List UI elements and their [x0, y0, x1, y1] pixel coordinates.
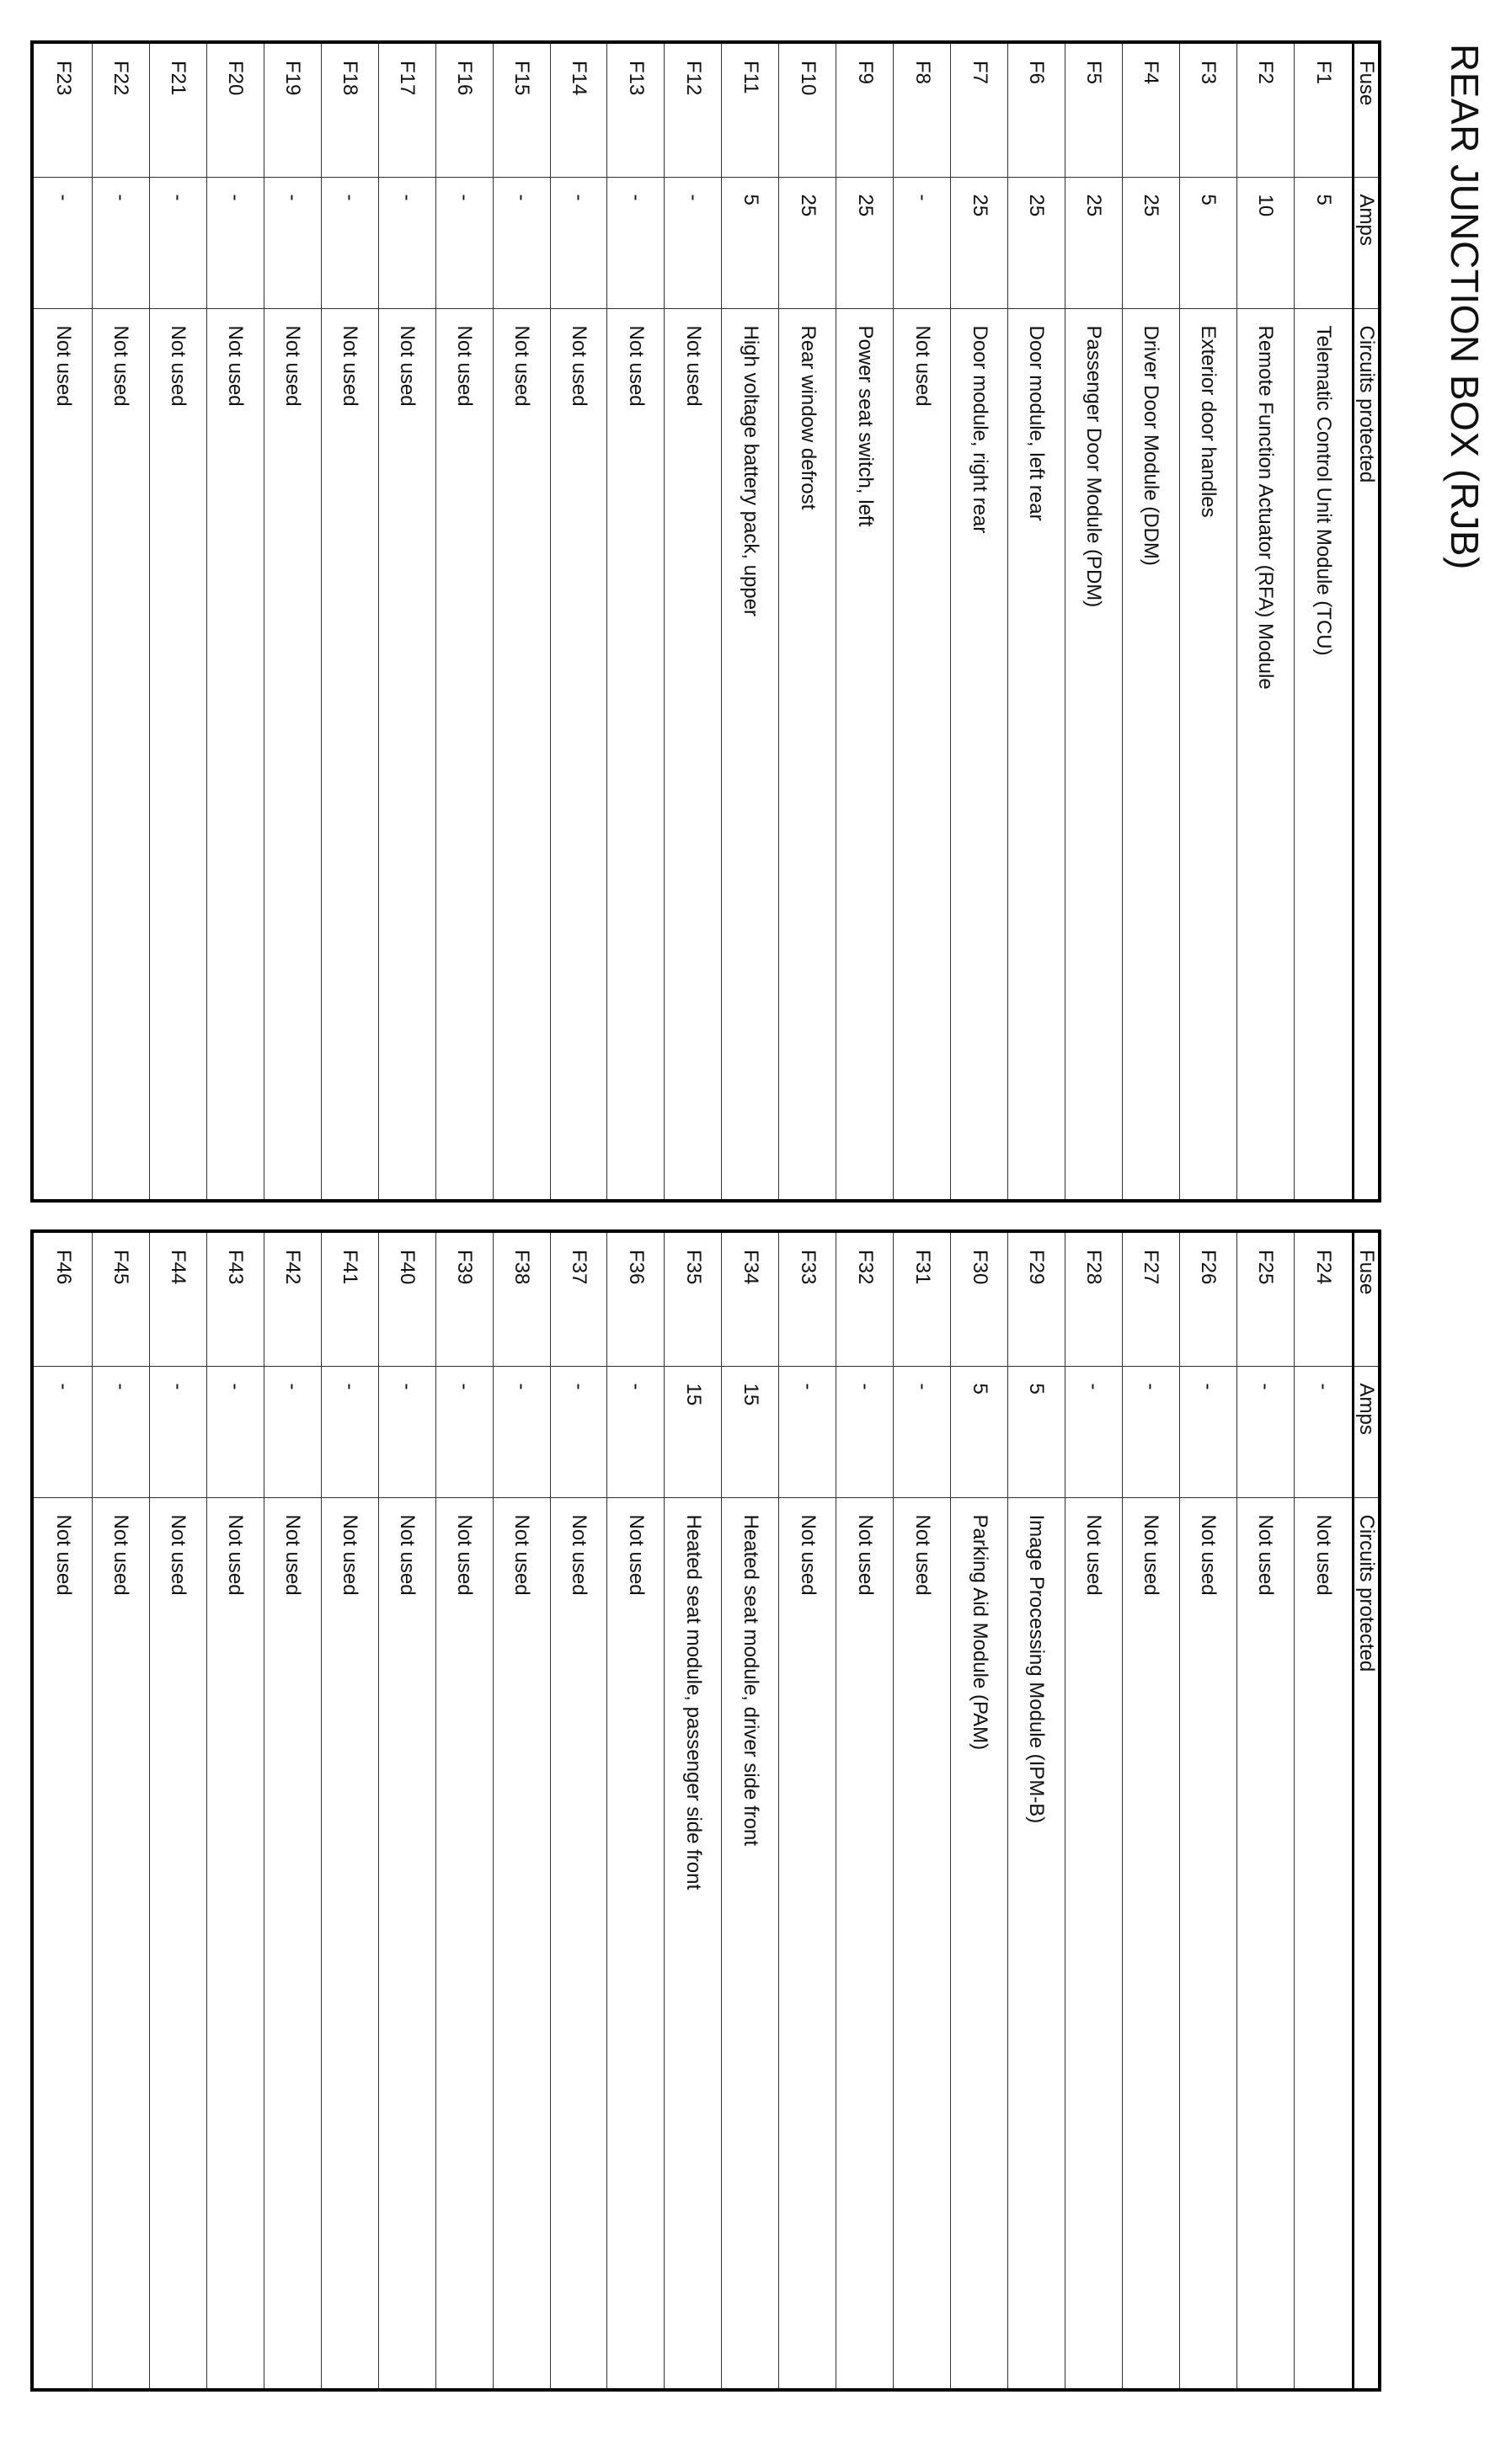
- header-fuse: Fuse: [1354, 1231, 1380, 1366]
- table-row: [779, 1231, 836, 2390]
- table-row: [264, 42, 321, 1201]
- circuit-cell: Not used: [32, 308, 93, 1201]
- amps-cell: -: [493, 177, 550, 308]
- fuse-cell: F14: [550, 42, 607, 177]
- circuit-cell: Not used: [493, 308, 550, 1201]
- circuit-cell: Parking Aid Module (PAM): [951, 1497, 1008, 2390]
- amps-cell: -: [149, 1366, 206, 1497]
- header-circuits: Circuits protected: [1354, 1497, 1380, 2390]
- amps-cell: -: [264, 177, 321, 308]
- table-row: [1122, 42, 1179, 1201]
- circuit-cell: Not used: [93, 1497, 150, 2390]
- circuit-cell: Rear window defrost: [779, 308, 836, 1201]
- amps-cell: -: [550, 177, 607, 308]
- circuit-cell: Exterior door handles: [1179, 308, 1236, 1201]
- circuit-cell: Not used: [321, 1497, 378, 2390]
- amps-cell: 25: [779, 177, 836, 308]
- table-row: [32, 1231, 93, 2390]
- table-row: [836, 42, 894, 1201]
- circuit-cell: Heated seat module, passenger side front: [665, 1497, 722, 2390]
- amps-cell: -: [378, 177, 435, 308]
- circuit-cell: Not used: [550, 308, 607, 1201]
- table-row: [1008, 42, 1065, 1201]
- header-amps: Amps: [1354, 1366, 1380, 1497]
- amps-cell: -: [894, 177, 951, 308]
- fuse-table-right: [30, 1229, 1381, 2392]
- table-row: [1122, 1231, 1179, 2390]
- fuse-cell: F17: [378, 42, 435, 177]
- table-row: [93, 42, 150, 1201]
- table-header-row: [1354, 1231, 1380, 2390]
- fuse-cell: F26: [1179, 1231, 1236, 1366]
- circuit-cell: Image Processing Module (IPM-B): [1008, 1497, 1065, 2390]
- table-row: [206, 42, 264, 1201]
- fuse-cell: F42: [264, 1231, 321, 1366]
- header-circuits: Circuits protected: [1354, 308, 1380, 1201]
- circuit-cell: Not used: [1294, 1497, 1353, 2390]
- amps-cell: -: [1236, 1366, 1294, 1497]
- fuse-cell: F1: [1294, 42, 1353, 177]
- circuit-cell: Door module, right rear: [951, 308, 1008, 1201]
- circuit-cell: Not used: [206, 308, 264, 1201]
- fuse-cell: F27: [1122, 1231, 1179, 1366]
- table-row: [264, 1231, 321, 2390]
- amps-cell: -: [607, 1366, 665, 1497]
- amps-cell: 10: [1236, 177, 1294, 308]
- table-row: [435, 42, 493, 1201]
- circuit-cell: Not used: [206, 1497, 264, 2390]
- fuse-cell: F6: [1008, 42, 1065, 177]
- circuit-cell: Driver Door Module (DDM): [1122, 308, 1179, 1201]
- amps-cell: -: [378, 1366, 435, 1497]
- table-row: [665, 1231, 722, 2390]
- circuit-cell: Passenger Door Module (PDM): [1065, 308, 1122, 1201]
- circuit-cell: Not used: [550, 1497, 607, 2390]
- fuse-cell: F19: [264, 42, 321, 177]
- table-row: [321, 1231, 378, 2390]
- fuse-cell: F9: [836, 42, 894, 177]
- circuit-cell: Not used: [607, 308, 665, 1201]
- table-row: [550, 42, 607, 1201]
- amps-cell: -: [836, 1366, 894, 1497]
- header-amps: Amps: [1354, 177, 1380, 308]
- page-title: REAR JUNCTION BOX (RJB): [1443, 44, 1487, 570]
- circuit-cell: Not used: [149, 1497, 206, 2390]
- table-row: [1236, 1231, 1294, 2390]
- amps-cell: -: [435, 1366, 493, 1497]
- amps-cell: -: [321, 177, 378, 308]
- fuse-cell: F39: [435, 1231, 493, 1366]
- amps-cell: -: [1065, 1366, 1122, 1497]
- fuse-cell: F32: [836, 1231, 894, 1366]
- table-row: [951, 1231, 1008, 2390]
- fuse-cell: F13: [607, 42, 665, 177]
- amps-cell: 15: [665, 1366, 722, 1497]
- circuit-cell: Remote Function Actuator (RFA) Module: [1236, 308, 1294, 1201]
- circuit-cell: Not used: [1236, 1497, 1294, 2390]
- amps-cell: -: [665, 177, 722, 308]
- fuse-cell: F36: [607, 1231, 665, 1366]
- amps-cell: 15: [722, 1366, 779, 1497]
- fuse-cell: F41: [321, 1231, 378, 1366]
- fuse-cell: F11: [722, 42, 779, 177]
- circuit-cell: Not used: [493, 1497, 550, 2390]
- circuit-cell: Not used: [894, 1497, 951, 2390]
- amps-cell: -: [264, 1366, 321, 1497]
- circuit-cell: Not used: [378, 308, 435, 1201]
- table-row: [1065, 42, 1122, 1201]
- table-row: [550, 1231, 607, 2390]
- amps-cell: -: [32, 1366, 93, 1497]
- fuse-cell: F37: [550, 1231, 607, 1366]
- circuit-cell: Not used: [435, 308, 493, 1201]
- circuit-cell: Not used: [1179, 1497, 1236, 2390]
- circuit-cell: Not used: [1122, 1497, 1179, 2390]
- fuse-cell: F40: [378, 1231, 435, 1366]
- table-row: [1294, 1231, 1353, 2390]
- amps-cell: 5: [722, 177, 779, 308]
- fuse-cell: F44: [149, 1231, 206, 1366]
- amps-cell: -: [1294, 1366, 1353, 1497]
- fuse-cell: F4: [1122, 42, 1179, 177]
- circuit-cell: Not used: [32, 1497, 93, 2390]
- amps-cell: 5: [1179, 177, 1236, 308]
- table-row: [378, 42, 435, 1201]
- fuse-cell: F46: [32, 1231, 93, 1366]
- circuit-cell: Not used: [1065, 1497, 1122, 2390]
- fuse-cell: F2: [1236, 42, 1294, 177]
- amps-cell: -: [321, 1366, 378, 1497]
- table-row: [493, 1231, 550, 2390]
- fuse-table-left: [30, 40, 1381, 1203]
- amps-cell: -: [32, 177, 93, 308]
- circuit-cell: Not used: [264, 1497, 321, 2390]
- circuit-cell: High voltage battery pack, upper: [722, 308, 779, 1201]
- amps-cell: 25: [1065, 177, 1122, 308]
- amps-cell: -: [607, 177, 665, 308]
- circuit-cell: Not used: [149, 308, 206, 1201]
- amps-cell: -: [493, 1366, 550, 1497]
- amps-cell: -: [894, 1366, 951, 1497]
- circuit-cell: Heated seat module, driver side front: [722, 1497, 779, 2390]
- amps-cell: -: [1122, 1366, 1179, 1497]
- amps-cell: 25: [951, 177, 1008, 308]
- fuse-cell: F28: [1065, 1231, 1122, 1366]
- fuse-cell: F5: [1065, 42, 1122, 177]
- circuit-cell: Not used: [836, 1497, 894, 2390]
- circuit-cell: Not used: [435, 1497, 493, 2390]
- circuit-cell: Not used: [378, 1497, 435, 2390]
- amps-cell: 5: [1008, 1366, 1065, 1497]
- circuit-cell: Not used: [894, 308, 951, 1201]
- amps-cell: -: [206, 177, 264, 308]
- table-row: [722, 1231, 779, 2390]
- fuse-cell: F33: [779, 1231, 836, 1366]
- table-row: [93, 1231, 150, 2390]
- table-row: [894, 1231, 951, 2390]
- fuse-cell: F43: [206, 1231, 264, 1366]
- table-row: [779, 42, 836, 1201]
- table-row: [607, 1231, 665, 2390]
- fuse-cell: F34: [722, 1231, 779, 1366]
- table-row: [836, 1231, 894, 2390]
- circuit-cell: Not used: [779, 1497, 836, 2390]
- circuit-cell: Not used: [264, 308, 321, 1201]
- fuse-cell: F29: [1008, 1231, 1065, 1366]
- fuse-cell: F16: [435, 42, 493, 177]
- fuse-cell: F7: [951, 42, 1008, 177]
- amps-cell: 5: [951, 1366, 1008, 1497]
- table-row: [1179, 42, 1236, 1201]
- fuse-cell: F12: [665, 42, 722, 177]
- table-row: [1236, 42, 1294, 1201]
- amps-cell: -: [93, 177, 150, 308]
- circuit-cell: Not used: [665, 308, 722, 1201]
- table-row: [206, 1231, 264, 2390]
- amps-cell: 5: [1294, 177, 1353, 308]
- fuse-cell: F31: [894, 1231, 951, 1366]
- fuse-cell: F45: [93, 1231, 150, 1366]
- amps-cell: -: [779, 1366, 836, 1497]
- table-row: [149, 42, 206, 1201]
- circuit-cell: Power seat switch, left: [836, 308, 894, 1201]
- fuse-cell: F20: [206, 42, 264, 177]
- amps-cell: -: [1179, 1366, 1236, 1497]
- circuit-cell: Telematic Control Unit Module (TCU): [1294, 308, 1353, 1201]
- table-row: [1294, 42, 1353, 1201]
- table-row: [435, 1231, 493, 2390]
- fuse-cell: F24: [1294, 1231, 1353, 1366]
- amps-cell: 25: [1122, 177, 1179, 308]
- fuse-cell: F30: [951, 1231, 1008, 1366]
- table-row: [951, 42, 1008, 1201]
- amps-cell: -: [550, 1366, 607, 1497]
- amps-cell: -: [206, 1366, 264, 1497]
- amps-cell: 25: [836, 177, 894, 308]
- amps-cell: 25: [1008, 177, 1065, 308]
- fuse-cell: F18: [321, 42, 378, 177]
- table-header-row: [1354, 42, 1380, 1201]
- fuse-cell: F35: [665, 1231, 722, 1366]
- header-fuse: Fuse: [1354, 42, 1380, 177]
- amps-cell: -: [149, 177, 206, 308]
- table-row: [1179, 1231, 1236, 2390]
- fuse-cell: F21: [149, 42, 206, 177]
- fuse-cell: F15: [493, 42, 550, 177]
- table-row: [493, 42, 550, 1201]
- amps-cell: -: [435, 177, 493, 308]
- table-row: [607, 42, 665, 1201]
- fuse-cell: F23: [32, 42, 93, 177]
- table-row: [321, 42, 378, 1201]
- fuse-cell: F22: [93, 42, 150, 177]
- table-row: [378, 1231, 435, 2390]
- circuit-cell: Not used: [607, 1497, 665, 2390]
- table-row: [32, 42, 93, 1201]
- fuse-cell: F10: [779, 42, 836, 177]
- circuit-cell: Not used: [321, 308, 378, 1201]
- table-row: [1008, 1231, 1065, 2390]
- amps-cell: -: [93, 1366, 150, 1497]
- fuse-cell: F38: [493, 1231, 550, 1366]
- fuse-cell: F3: [1179, 42, 1236, 177]
- table-row: [894, 42, 951, 1201]
- table-row: [665, 42, 722, 1201]
- fuse-cell: F8: [894, 42, 951, 177]
- circuit-cell: Not used: [93, 308, 150, 1201]
- table-row: [149, 1231, 206, 2390]
- fuse-cell: F25: [1236, 1231, 1294, 1366]
- circuit-cell: Door module, left rear: [1008, 308, 1065, 1201]
- table-row: [722, 42, 779, 1201]
- table-row: [1065, 1231, 1122, 2390]
